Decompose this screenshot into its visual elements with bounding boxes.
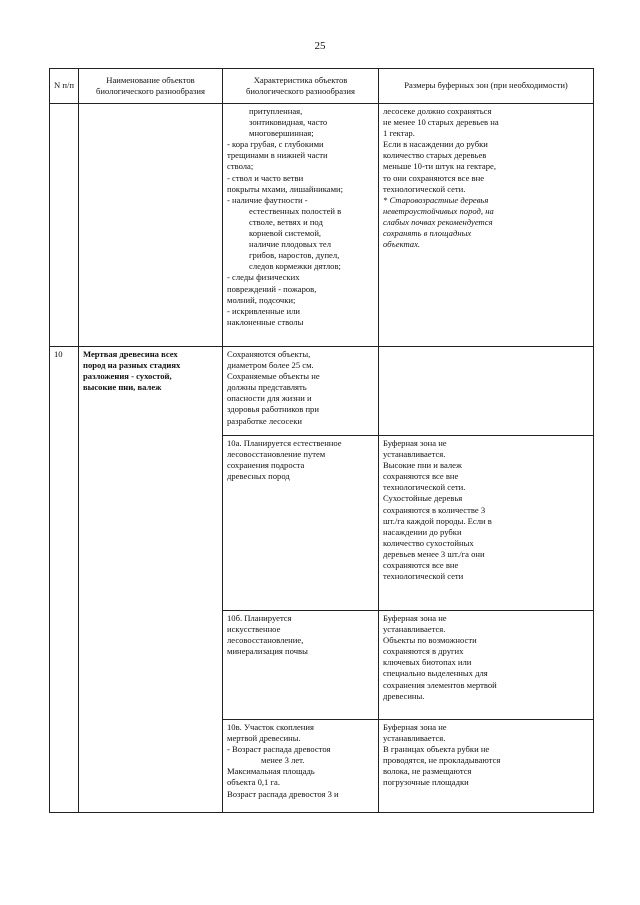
row10c-buffer-line: проводятся, не прокладываются	[383, 755, 501, 766]
row9-buffer-note-line: слабых почвах рекомендуется	[383, 216, 493, 227]
table-header-row	[50, 69, 594, 104]
row10-general-line: Сохраняемые объекты не	[227, 371, 320, 382]
row9-buffer-line: Если в насаждении до рубки	[383, 139, 488, 150]
row10a-buffer-line: количество сухостойных	[383, 537, 474, 548]
row10c-char-line: мертвой древесины.	[227, 733, 301, 744]
header-object-name: Наименование объектов биологического разнообразия	[79, 69, 223, 104]
row10-general-line: опасности для жизни и	[227, 393, 312, 404]
row9-char-line: повреждений - пожаров,	[227, 283, 317, 294]
row10-name-line: высокие пни, валеж	[83, 382, 162, 393]
row10b-buffer-line: сохранения элементов мертвой	[383, 679, 497, 690]
row10b-buffer-line: сохраняются в других	[383, 646, 464, 657]
row10-name-cell	[79, 347, 223, 813]
row10c-char-line: - Возраст распада древостоя	[227, 744, 331, 755]
row10-general-line: должны представлять	[227, 382, 307, 393]
row10c-char-line: Максимальная площадь	[227, 766, 315, 777]
row9-buffer-line: количество старых деревьев	[383, 150, 487, 161]
row9-char-line: следов кормежки дятлов;	[249, 261, 341, 272]
row9-buffer-line: то они сохраняются все вне	[383, 172, 485, 183]
row10a-buffer-line: сохраняются в количестве 3	[383, 504, 486, 515]
row10b-char-line: лесовосстановление,	[227, 635, 304, 646]
row10b-characteristic-cell	[223, 611, 379, 720]
header-buffer-zone: Размеры буферных зон (при необходимости)	[379, 69, 594, 104]
row9-char-line: ствола;	[227, 161, 254, 172]
row10-name-line: разложения - сухостой,	[83, 371, 172, 382]
row9-buffer-line: лесосеке должно сохраняться	[383, 106, 492, 116]
table-row-10	[50, 347, 594, 436]
row10a-buffer-line: Буферная зона не	[383, 438, 447, 448]
row10c-buffer-cell	[379, 720, 594, 813]
header-characteristic: Характеристика объектов биологического разнообразия	[223, 69, 379, 104]
row10c-char-line: менее 3 лет.	[261, 755, 305, 766]
row10c-buffer-line: устанавливается.	[383, 733, 446, 744]
row9-name-cell	[79, 104, 223, 347]
row10b-buffer-line: Буферная зона не	[383, 613, 447, 623]
row9-char-line: притупленная,	[249, 106, 303, 116]
row9-char-line: грибов, наростов, дупел,	[249, 250, 340, 261]
row10-general-line: Сохраняются объекты,	[227, 349, 311, 359]
row10a-characteristic-cell	[223, 436, 379, 611]
row10a-char-line: лесовосстановление путем	[227, 449, 326, 460]
row10c-buffer-line: В границах объекта рубки не	[383, 744, 490, 755]
row10a-char-line: сохранения подроста	[227, 460, 305, 471]
row10a-buffer-cell	[379, 436, 594, 611]
row9-characteristic-cell	[223, 104, 379, 347]
row10-general-buffer-cell	[379, 347, 594, 436]
row9-char-line: корневой системой,	[249, 228, 322, 239]
row10-general-line: диаметром более 25 см.	[227, 360, 314, 371]
row9-char-line: наклоненные стволы	[227, 316, 304, 327]
row10c-char-line: объекта 0,1 га.	[227, 777, 280, 788]
row10-name-line: пород на разных стадиях	[83, 360, 181, 371]
row10b-char-line: искусственное	[227, 624, 281, 635]
row10a-buffer-line: насаждении до рубки	[383, 526, 462, 537]
row10a-buffer-line: устанавливается.	[383, 449, 446, 460]
row9-char-line: - следы физических	[227, 272, 300, 283]
row9-char-line: - кора грубая, с глубокими	[227, 139, 324, 150]
row10c-char-line: Возраст распада древостоя 3 и	[227, 788, 339, 799]
row10b-buffer-cell	[379, 611, 594, 720]
row9-char-line: - наличие фаутности -	[227, 194, 308, 205]
row9-buffer-note-line: неветроустойчивых пород, на	[383, 205, 494, 216]
row10-general-line: разработке лесосеки	[227, 415, 303, 426]
row10a-buffer-line: технологической сети.	[383, 482, 466, 493]
page-number: 25	[314, 40, 326, 52]
row9-char-line: естественных полостей в	[249, 205, 342, 216]
row9-buffer-line: меньше 10-ти штук на гектаре,	[383, 161, 496, 172]
row9-char-line: трещинами в нижней части	[227, 150, 328, 161]
row10b-buffer-line: Объекты по возможности	[383, 635, 477, 646]
row9-char-line: наличие плодовых тел	[249, 239, 332, 250]
row10-number-cell: 10	[50, 347, 79, 813]
header-number: N п/п	[50, 69, 79, 104]
row10c-buffer-line: погрузочные площадки	[383, 777, 469, 788]
row10a-buffer-line: шт./га каждой породы. Если в	[383, 515, 492, 526]
row9-buffer-line: не менее 10 старых деревьев на	[383, 117, 499, 128]
row9-char-line: стволе, ветвях и под	[249, 216, 323, 227]
row10a-buffer-line: деревьев менее 3 шт./га они	[383, 548, 485, 559]
row9-char-line: зонтиковидная, часто	[249, 117, 328, 128]
row10a-buffer-line: сохраняются все вне	[383, 560, 459, 571]
row10b-buffer-line: древесины.	[383, 690, 425, 701]
row10c-characteristic-cell	[223, 720, 379, 813]
row10a-buffer-line: сохраняются все вне	[383, 471, 459, 482]
row10b-buffer-line: специально выделенных для	[383, 668, 488, 679]
row10b-char-line: минерализация почвы	[227, 646, 308, 657]
row9-buffer-note-line: * Старовозрастные деревья	[383, 194, 489, 205]
biodiversity-table	[49, 68, 594, 813]
row9-char-line: - ствол и часто ветви	[227, 172, 304, 183]
row10a-buffer-line: технологической сети	[383, 571, 464, 582]
row10a-buffer-line: Сухостойные деревья	[383, 493, 463, 504]
row10-general-line: здоровья работников при	[227, 404, 319, 415]
row9-char-line: молний, подсочки;	[227, 294, 296, 305]
row10b-char-line: 10б. Планируется	[227, 613, 292, 623]
row10b-buffer-line: ключевых биотопах или	[383, 657, 472, 668]
row10c-char-line: 10в. Участок скопления	[227, 722, 314, 732]
row9-buffer-line: технологической сети.	[383, 183, 466, 194]
row10c-buffer-line: Буферная зона не	[383, 722, 447, 732]
row10a-char-line: древесных пород	[227, 471, 290, 482]
row9-char-line: многовершинная;	[249, 128, 314, 139]
row9-char-line: покрыты мхами, лишайниками;	[227, 183, 343, 194]
row10a-buffer-line: Высокие пни и валеж	[383, 460, 462, 471]
row10-general-cell	[223, 347, 379, 436]
row9-buffer-note-line: сохранять в площадных	[383, 228, 472, 239]
row9-buffer-line: 1 гектар.	[383, 128, 415, 139]
row9-buffer-note-line: объектах.	[383, 239, 421, 250]
row10a-char-line: 10а. Планируется естественное	[227, 438, 342, 448]
row10c-buffer-line: волока, не размещаются	[383, 766, 472, 777]
row9-buffer-cell	[379, 104, 594, 347]
row9-char-line: - искривленные или	[227, 305, 300, 316]
row10b-buffer-line: устанавливается.	[383, 624, 446, 635]
table-row-9-continuation	[50, 104, 594, 347]
row9-number-cell	[50, 104, 79, 347]
row10-name-line: Мертвая древесина всех	[83, 349, 178, 359]
